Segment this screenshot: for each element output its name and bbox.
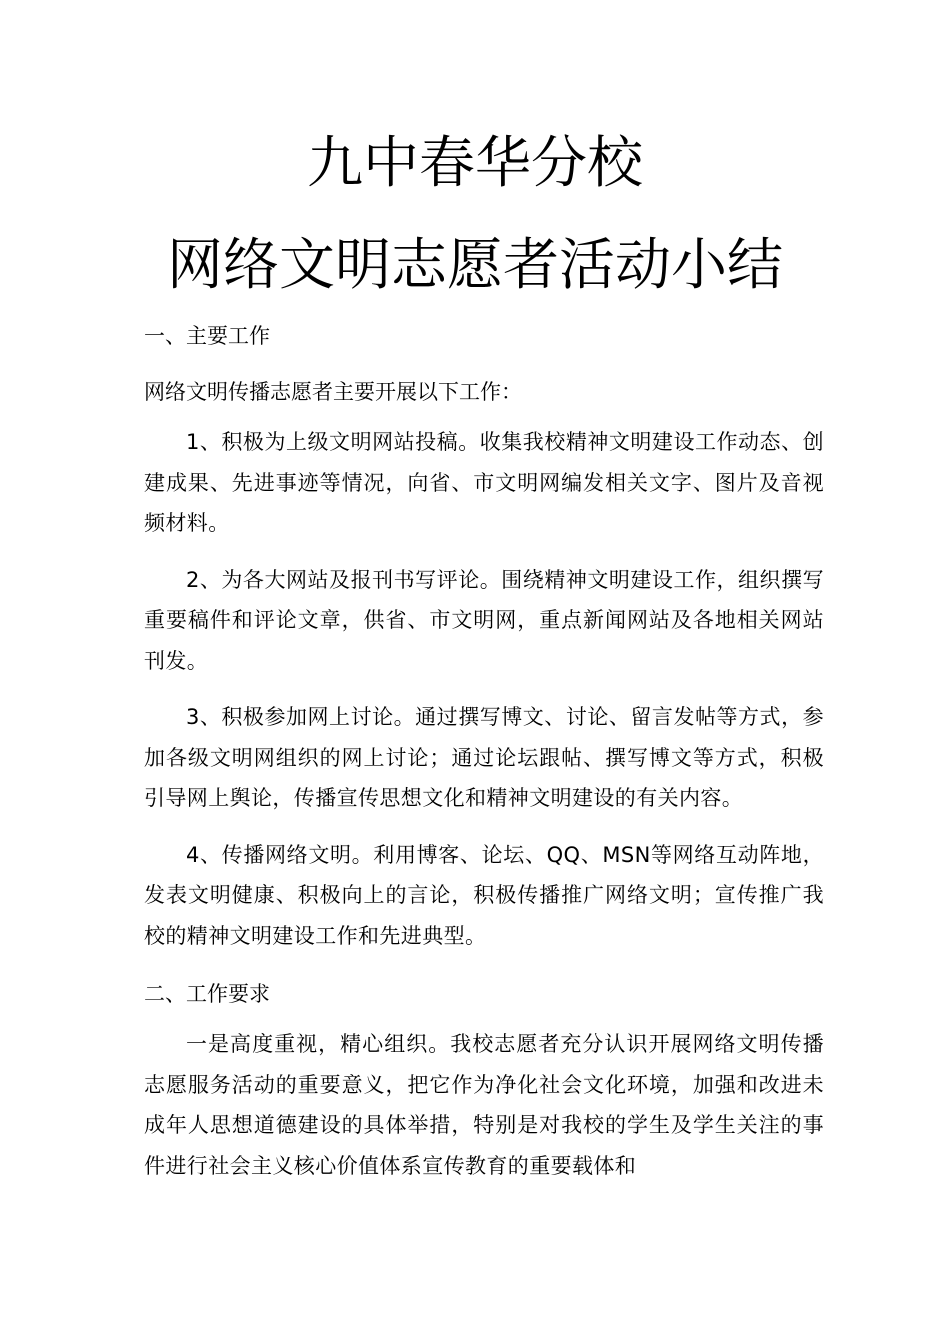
work-item-4: 4、传播网络文明。利用博客、论坛、QQ、MSN等网络互动阵地，发表文明健康、积极向上的言论，积极传播推广网络文明；宣传推广我校的精神文明建设工作和先进典型。 xyxy=(144,842,824,948)
section-intro: 网络文明传播志愿者主要开展以下工作： xyxy=(144,380,522,404)
document-title-line1: 九中春华分校 xyxy=(307,131,643,196)
document-body xyxy=(144,318,824,1186)
work-item-2: 2、为各大网站及报刊书写评论。围绕精神文明建设工作，组织撰写重要稿件和评论文章，供省、市文明网，重点新闻网站及各地相关网站刊发。 xyxy=(144,567,824,673)
work-item-1: 1、积极为上级文明网站投稿。收集我校精神文明建设工作动态、创建成果、先进事迹等情况，向省、市文明网编发相关文字、图片及音视频材料。 xyxy=(144,430,824,535)
document-title-line2: 网络文明志愿者活动小结 xyxy=(167,233,783,298)
work-item-3: 3、积极参加网上讨论。通过撰写博文、讨论、留言发帖等方式，参加各级文明网组织的网上讨论；通过论坛跟帖、撰写博文等方式，积极引导网上舆论，传播宣传思想文化和精神文明建设的有关内容。 xyxy=(144,705,824,810)
section-heading-main-work: 一、主要工作 xyxy=(144,324,270,348)
requirements-paragraph: 一是高度重视，精心组织。我校志愿者充分认识开展网络文明传播志愿服务活动的重要意义，把它作为净化社会文化环境，加强和改进未成年人思想道德建设的具体举措，特别是对我校的学生及学生关注的事件进行社会主义核心价值体系宣传教育的重要载体和 xyxy=(144,1032,824,1178)
section-heading-requirements: 二、工作要求 xyxy=(144,982,270,1006)
